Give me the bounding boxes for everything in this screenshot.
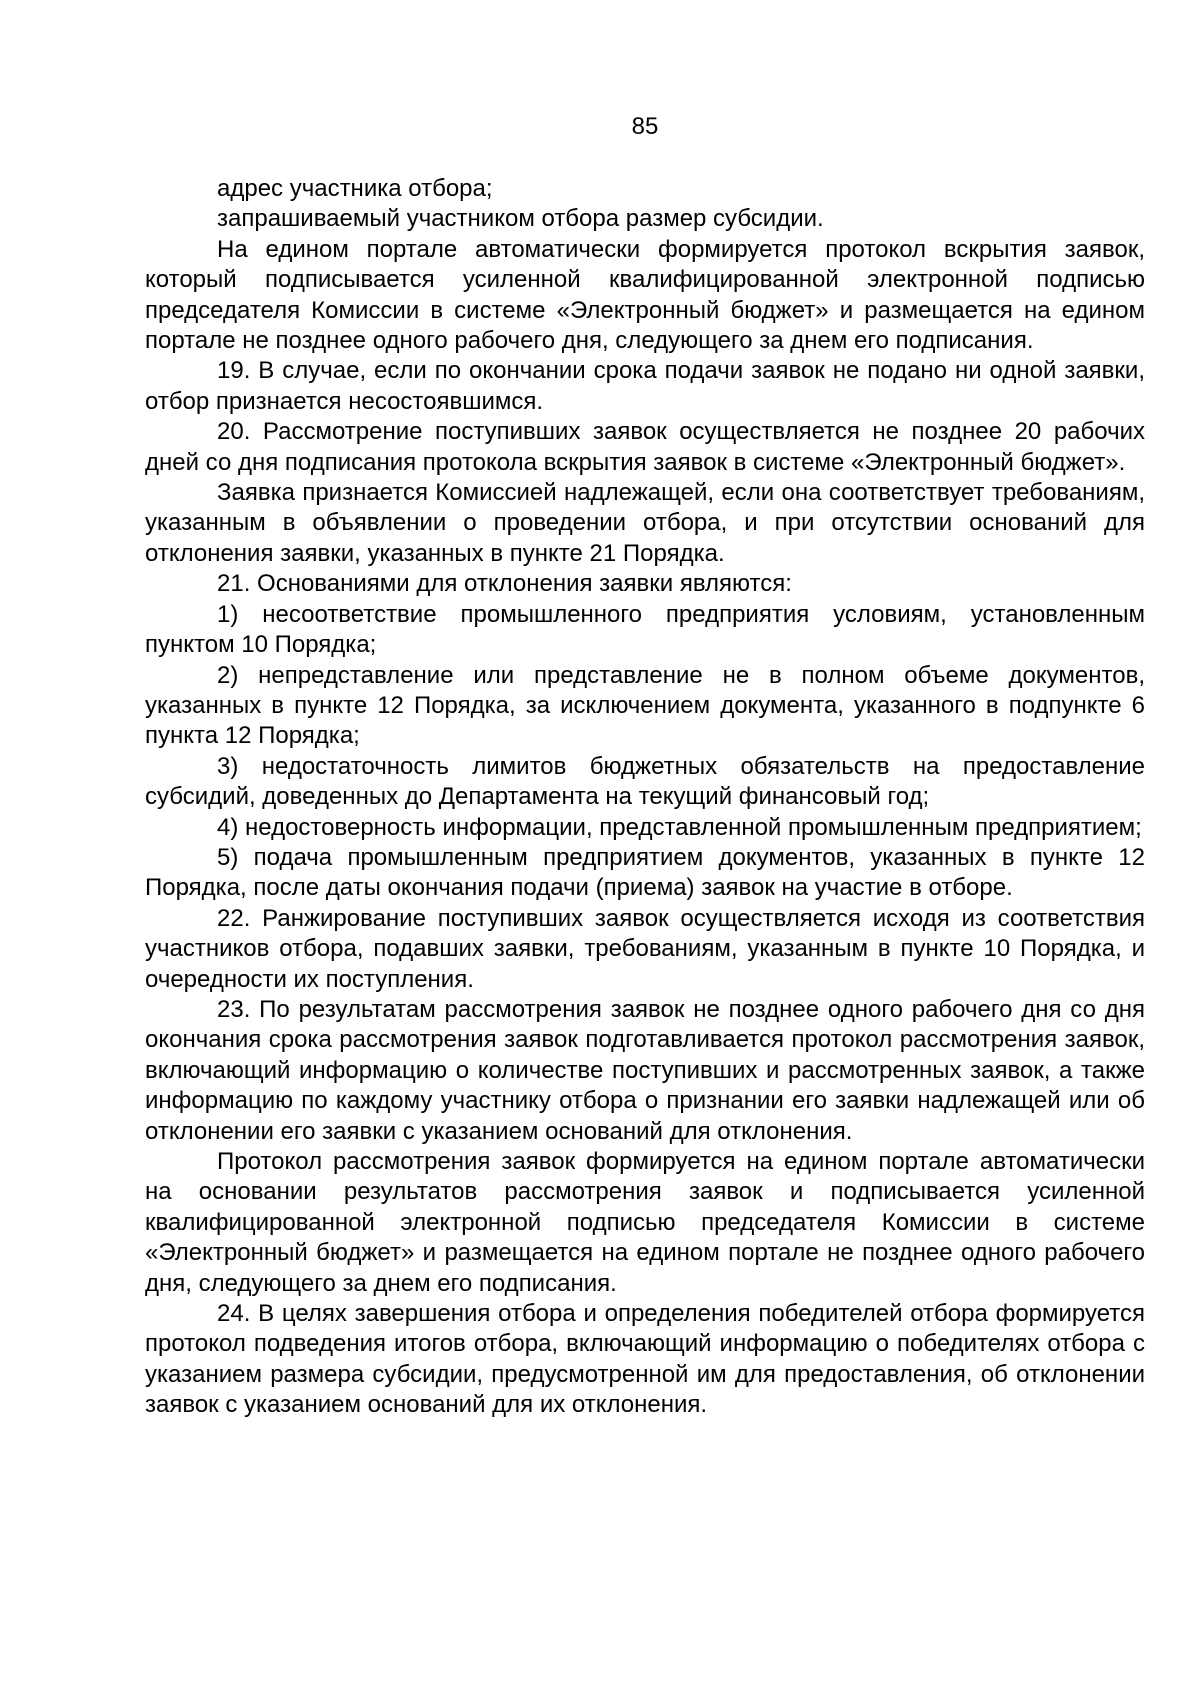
paragraph-reason-1: 1) несоответствие промышленного предприятия условиям, установленным пунктом 10 Порядка; bbox=[145, 600, 1145, 659]
paragraph-item-22: 22. Ранжирование поступивших заявок осуществляется исходя из соответствия участников отбора, подавших заявки, требованиям, указанным в пункте 10 Порядка, и очередности их поступления. bbox=[145, 904, 1145, 993]
paragraph-item-19: 19. В случае, если по окончании срока подачи заявок не подано ни одной заявки, отбор признается несостоявшимся. bbox=[145, 357, 1145, 415]
paragraph-participant-address: адрес участника отбора; bbox=[217, 175, 493, 202]
paragraph-reason-2: 2) непредставление или представление не в полном объеме документов, указанных в пункте 12 Порядка, за исключением документа, указанного в подпункте 6 пункта 12 Порядка; bbox=[145, 661, 1145, 750]
paragraph-application-valid: Заявка признается Комиссией надлежащей, если она соответствует требованиям, указанным в объявлении о проведении отбора, и при отсутствии оснований для отклонения заявки, указанных в пункте 21 Порядка. bbox=[145, 479, 1145, 567]
paragraph-item-21: 21. Основаниями для отклонения заявки являются: bbox=[217, 570, 792, 598]
paragraph-reason-4: 4) недостоверность информации, представленной промышленным предприятием; bbox=[217, 813, 1142, 841]
document-body bbox=[145, 174, 1145, 1421]
paragraph-opening-protocol: На едином портале автоматически формируется протокол вскрытия заявок, который подписывается усиленной квалифицированной электронной подписью председателя Комиссии в системе «Электронный бюджет» и размещается на едином портале не позднее одного рабочего дня, следующего за днем его подписания. bbox=[145, 235, 1145, 355]
page-number: 85 bbox=[631, 113, 659, 140]
paragraph-reason-3: 3) недостаточность лимитов бюджетных обязательств на предоставление субсидий, доведенных до Департамента на текущий финансовый год; bbox=[145, 752, 1145, 811]
paragraph-item-23: 23. По результатам рассмотрения заявок не позднее одного рабочего дня со дня окончания срока рассмотрения заявок подготавливается протокол рассмотрения заявок, включающий информацию о количестве поступивших и рассмотренных заявок, а также информацию по каждому участнику отбора о признании его заявки надлежащей или об отклонении его заявки с указанием оснований для отклонения. bbox=[145, 995, 1145, 1145]
paragraph-reason-5: 5) подача промышленным предприятием документов, указанных в пункте 12 Порядка, после даты окончания подачи (приема) заявок на участие в отборе. bbox=[145, 843, 1145, 902]
paragraph-item-24: 24. В целях завершения отбора и определения победителей отбора формируется протокол подведения итогов отбора, включающий информацию о победителях отбора с указанием размера субсидии, предусмотренной им для предоставления, об отклонении заявок с указанием оснований для их отклонения. bbox=[145, 1300, 1145, 1419]
paragraph-item-20: 20. Рассмотрение поступивших заявок осуществляется не позднее 20 рабочих дней со дня подписания протокола вскрытия заявок в системе «Электронный бюджет». bbox=[145, 418, 1145, 476]
paragraph-requested-subsidy: запрашиваемый участником отбора размер субсидии. bbox=[217, 205, 824, 233]
paragraph-review-protocol: Протокол рассмотрения заявок формируется на едином портале автоматически на основании результатов рассмотрения заявок и подписывается усиленной квалифицированной электронной подписью председателя Комиссии в системе «Электронный бюджет» и размещается на едином портале не позднее одного рабочего дня, следующего за днем его подписания. bbox=[145, 1148, 1145, 1297]
